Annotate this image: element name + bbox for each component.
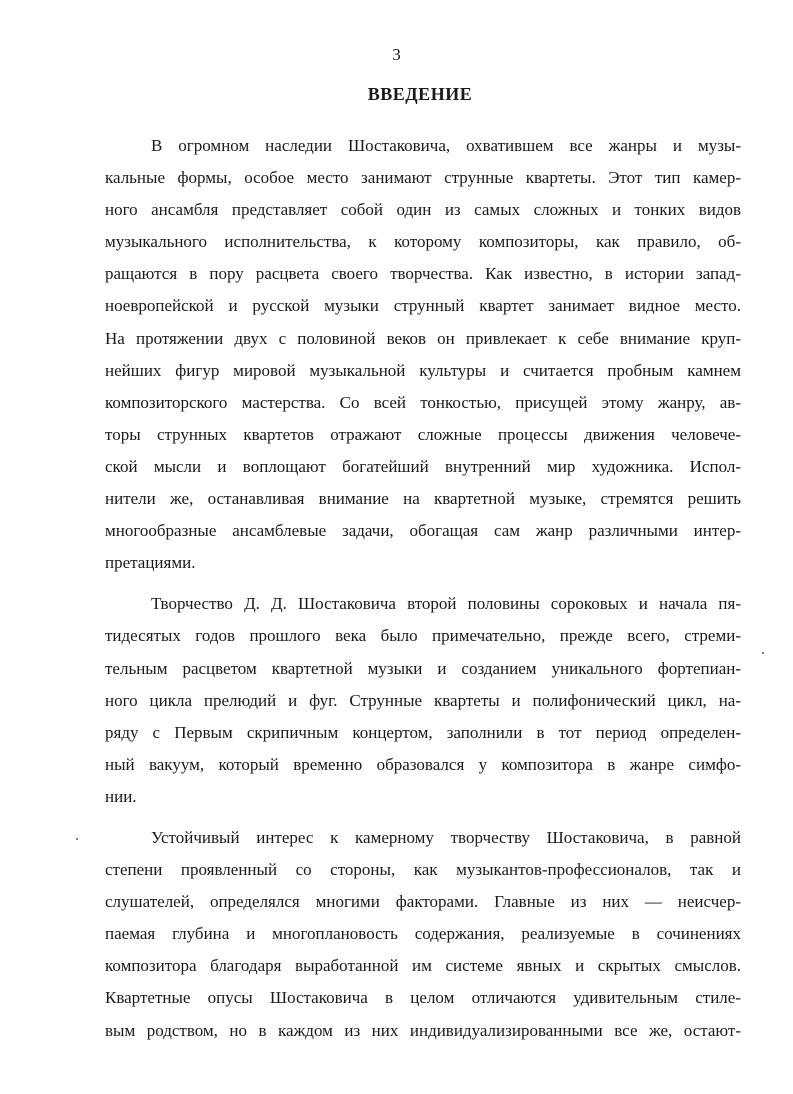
scan-speck <box>76 838 78 840</box>
text-line: нейших фигур мировой музыкальной культуры и считается пробным камнем <box>105 360 741 380</box>
text-line: паемая глубина и многоплановость содержания, реализуемые в сочинениях <box>105 924 741 944</box>
text-line: нии. <box>105 786 137 806</box>
text-line: В огромном наследии Шостаковича, охватившем все жанры и музы- <box>151 136 741 155</box>
text-line: музыкального исполнительства, к которому композиторы, как правило, об- <box>105 232 741 252</box>
text-line: Творчество Д. Д. Шостаковича второй половины сороковых и начала пя- <box>151 594 741 614</box>
text-line: тидесятых годов прошлого века было примечательно, прежде всего, стреми- <box>105 626 741 646</box>
text-line: претациями. <box>105 553 196 573</box>
text-line: тельным расцветом квартетной музыки и созданием уникального фортепиан- <box>105 658 741 678</box>
text-line: ской мысли и воплощают богатейший внутренний мир художника. Испол- <box>105 456 741 476</box>
text-line: торы струнных квартетов отражают сложные процессы движения человече- <box>105 424 741 444</box>
text-line: Квартетные опусы Шостаковича в целом отличаются удивительным стиле- <box>105 988 741 1008</box>
paragraph-2 <box>105 588 741 813</box>
page-number: 3 <box>392 45 401 64</box>
text-line: ный вакуум, который временно образовался у композитора в жанре симфо- <box>105 754 741 774</box>
text-line: композиторского мастерства. Со всей тонкостью, присущей этому жанру, ав- <box>105 392 741 412</box>
text-line: Устойчивый интерес к камерному творчеству Шостаковича, в равной <box>151 827 741 847</box>
paragraph-1 <box>105 130 741 579</box>
page-title: ВВЕДЕНИЕ <box>367 84 473 104</box>
text-line: ноевропейской и русской музыки струнный квартет занимает видное место. <box>105 296 741 316</box>
text-line: На протяжении двух с половиной веков он привлекает к себе внимание круп- <box>105 328 741 348</box>
text-line: слушателей, определялся многими факторами. Главные из них — неисчер- <box>105 892 741 912</box>
text-line: степени проявленный со стороны, как музыкантов-профессионалов, так и <box>105 860 741 880</box>
text-line: вым родством, но в каждом из них индивидуализированными все же, остают- <box>105 1020 741 1040</box>
scan-speck <box>762 652 764 654</box>
text-line: нители же, останавливая внимание на квартетной музыке, стремятся решить <box>105 489 741 509</box>
text-line: кальные формы, особое место занимают струнные квартеты. Этот тип камер- <box>105 168 741 188</box>
paragraph-3 <box>105 822 741 1047</box>
text-line: ряду с Первым скрипичным концертом, заполнили в тот период определен- <box>105 722 741 742</box>
text-line: ращаются в пору расцвета своего творчества. Как известно, в истории запад- <box>105 264 741 284</box>
text-line: многообразные ансамблевые задачи, обогащая сам жанр различными интер- <box>105 521 741 541</box>
text-line: композитора благодаря выработанной им системе явных и скрытых смыслов. <box>105 956 741 976</box>
body-text <box>105 130 741 1047</box>
text-line: ного ансамбля представляет собой один из самых сложных и тонких видов <box>105 200 741 220</box>
text-line: ного цикла прелюдий и фуг. Струнные квартеты и полифонический цикл, на- <box>105 690 741 710</box>
